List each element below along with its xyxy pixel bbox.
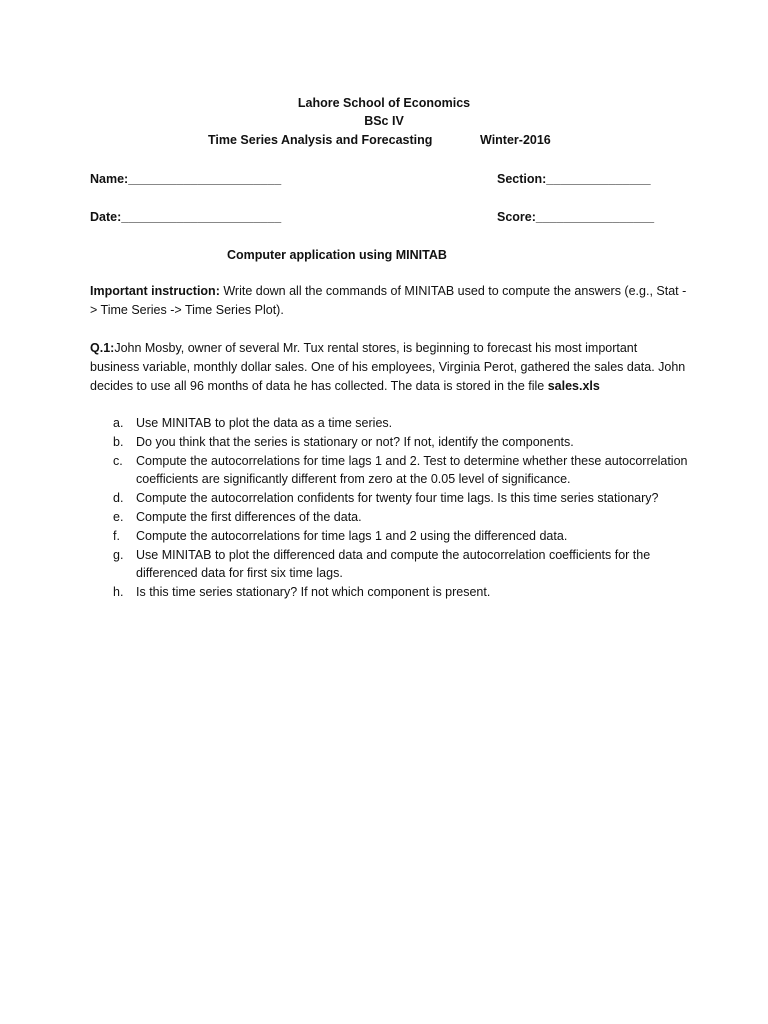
question-item <box>90 546 690 584</box>
question-label: Q.1: <box>90 341 115 355</box>
section-field[interactable]: Section:_______________ <box>497 172 651 186</box>
question-item <box>90 489 690 508</box>
score-field[interactable]: Score:_________________ <box>497 210 655 224</box>
term-label: Winter-2016 <box>480 133 551 147</box>
question-item <box>90 508 690 527</box>
school-name: Lahore School of Economics <box>297 96 471 110</box>
item-letter: e. <box>113 509 124 524</box>
item-letter: c. <box>113 453 123 468</box>
item-text: Compute the first differences of the data. <box>136 509 362 524</box>
date-field[interactable]: Date:_______________________ <box>90 210 282 224</box>
instruction-text: Write down all the commands of MINITAB used to compute the answers (e.g., Stat -> Time Series -> Time Series Plot). <box>90 284 687 317</box>
item-letter: h. <box>113 585 124 600</box>
question-items <box>90 414 690 602</box>
question-item <box>90 527 690 546</box>
name-field[interactable]: Name:______________________ <box>90 172 282 186</box>
course-title: Time Series Analysis and Forecasting <box>208 133 433 147</box>
item-text: Do you think that the series is stationary or not? If not, identify the components. <box>136 434 574 449</box>
question-text: John Mosby, owner of several Mr. Tux rental stores, is beginning to forecast his most important business variable, monthly dollar sales. One of his employees, Virginia Perot, gathered the sales data. John decides to use all 96 months of data he has collected. The data is stored in the file <box>90 341 686 393</box>
program-name: BSc IV <box>364 114 404 128</box>
item-letter: b. <box>113 434 124 449</box>
data-file-name: sales.xls <box>547 378 600 393</box>
item-letter: a. <box>113 416 124 430</box>
item-text: Use MINITAB to plot the data as a time series. <box>136 416 393 430</box>
question-paragraph <box>90 339 690 395</box>
item-letter: g. <box>113 547 124 562</box>
item-text: Compute the autocorrelation confidents for twenty four time lags. Is this time series stationary? <box>136 491 659 506</box>
question-item <box>90 433 690 452</box>
item-text: Use MINITAB to plot the differenced data and compute the autocorrelation coefficients for the differenced data for first six time lags. <box>136 547 651 581</box>
question-item <box>90 414 690 433</box>
item-text: Is this time series stationary? If not which component is present. <box>136 585 491 600</box>
item-letter: d. <box>113 491 124 506</box>
instruction-label: Important instruction: <box>90 284 220 298</box>
item-text: Compute the autocorrelations for time lags 1 and 2 using the differenced data. <box>136 528 568 543</box>
section-title: Computer application using MINITAB <box>227 248 447 262</box>
question-item <box>90 452 690 490</box>
question-item <box>90 583 690 602</box>
instruction-paragraph <box>90 282 690 320</box>
item-text: Compute the autocorrelations for time lags 1 and 2. Test to determine whether these autocorrelation coefficients are significantly different from zero at the 0.05 level of significance. <box>136 453 688 487</box>
item-letter: f. <box>113 528 120 543</box>
